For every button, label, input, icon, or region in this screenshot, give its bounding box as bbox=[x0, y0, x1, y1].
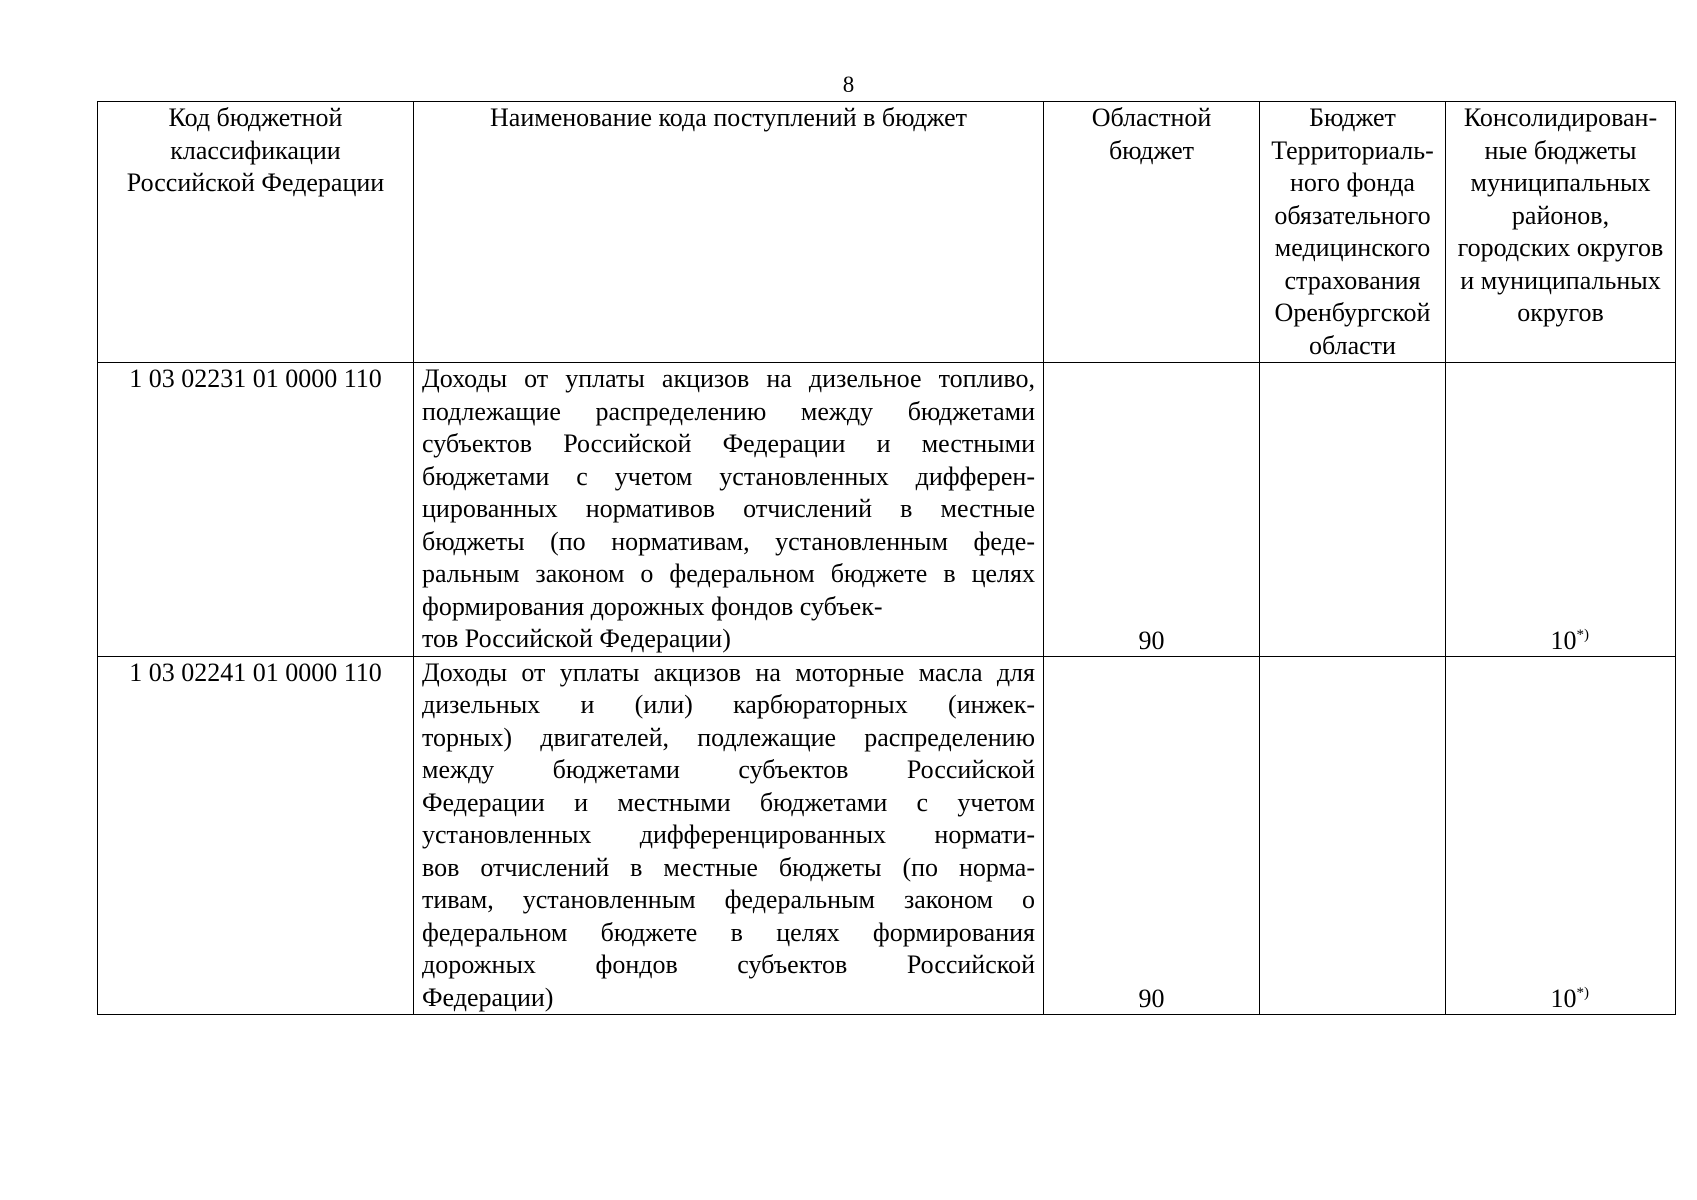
table-header-row bbox=[98, 102, 1676, 363]
revenue-name: Доходы от уплаты акцизов на моторные масла для дизельных и (или) карбюраторных (инжек- торных) двигателей, подлежащие распределению между бюджетами субъектов Российской Федерации и местными бюджетами с учетом установленных дифференцированных нормати- вов отчислений в местные бюджеты (по норма- тивам, установленным федеральным законом о федеральном бюджете в целях формирования дорожных фондов субъектов Российской Федерации) bbox=[414, 656, 1044, 1015]
tfoms-budget-value bbox=[1260, 656, 1446, 1015]
header-tfoms-budget: Бюджет Территориаль- ного фонда обязательного медицинского страхования Оренбургской области bbox=[1260, 102, 1446, 363]
header-regional-budget: Областной бюджет bbox=[1044, 102, 1260, 363]
table-row bbox=[98, 656, 1676, 1015]
revenue-distribution-table bbox=[97, 101, 1676, 1015]
header-consolidated-budgets: Консолидирован- ные бюджеты муниципальных районов, городских округов и муниципальных округов bbox=[1446, 102, 1676, 363]
footnote-mark: *) bbox=[1576, 626, 1589, 643]
header-name: Наименование кода поступлений в бюджет bbox=[414, 102, 1044, 363]
consolidated-budget-value: 10*) bbox=[1446, 363, 1676, 657]
regional-budget-value: 90 bbox=[1044, 656, 1260, 1015]
table-row bbox=[98, 363, 1676, 657]
page-number: 8 bbox=[842, 72, 855, 97]
revenue-name: Доходы от уплаты акцизов на дизельное топливо, подлежащие распределению между бюджетами субъектов Российской Федерации и местными бюджетами с учетом установленных дифферен- цированных нормативов отчислений в местные бюджеты (по нормативам, установленным феде- ральным законом о федеральном бюджете в целях формирования дорожных фондов субъек- тов Российской Федерации) bbox=[414, 363, 1044, 657]
regional-budget-value: 90 bbox=[1044, 363, 1260, 657]
header-code: Код бюджетной классификации Российской Федерации bbox=[98, 102, 414, 363]
budget-code: 1 03 02241 01 0000 110 bbox=[98, 656, 414, 1015]
budget-code: 1 03 02231 01 0000 110 bbox=[98, 363, 414, 657]
tfoms-budget-value bbox=[1260, 363, 1446, 657]
footnote-mark: *) bbox=[1576, 985, 1589, 1001]
consolidated-budget-value: 10*) bbox=[1446, 656, 1676, 1015]
